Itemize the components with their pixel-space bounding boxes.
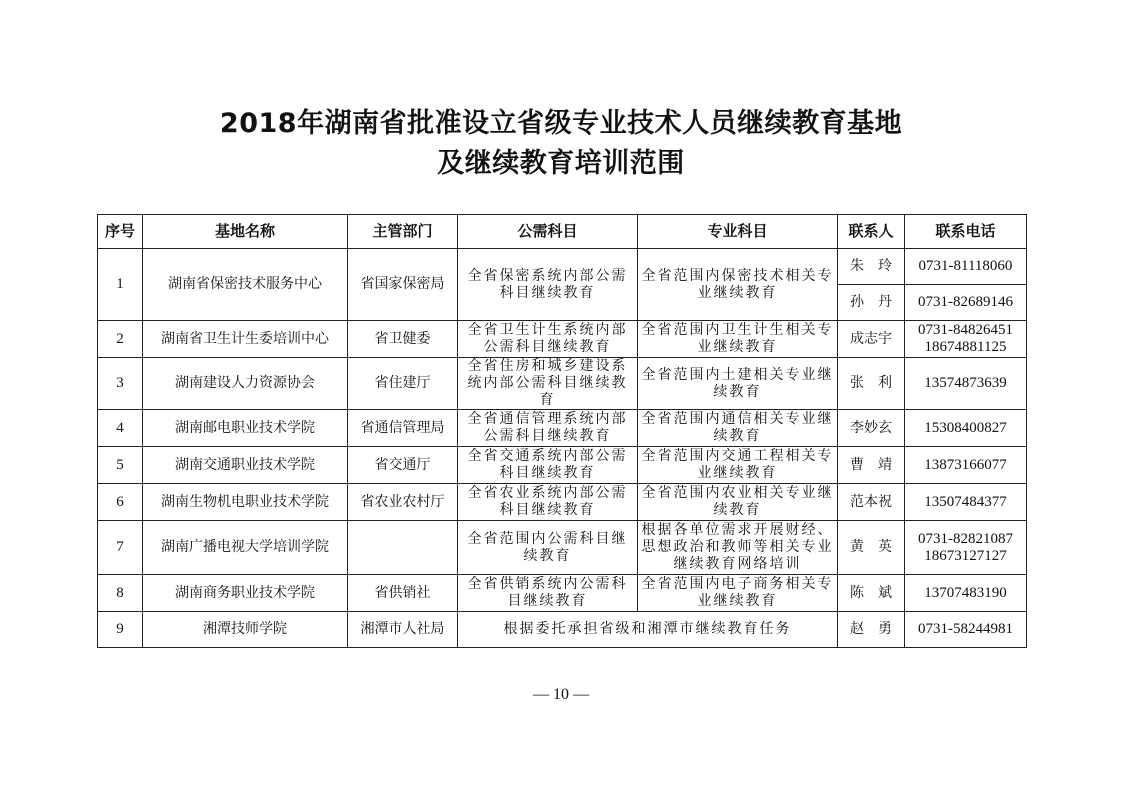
cell-contact: 陈 斌 <box>838 575 905 612</box>
cell-pro: 全省范围内通信相关专业继续教育 <box>638 410 838 447</box>
cell-dept: 省国家保密局 <box>348 249 458 321</box>
cell-dept: 省农业农村厅 <box>348 484 458 521</box>
cell-public: 全省交通系统内部公需科目继续教育 <box>458 447 638 484</box>
cell-phone: 15308400827 <box>905 410 1027 447</box>
table-row <box>98 612 1027 648</box>
cell-public: 全省供销系统内公需科目继续教育 <box>458 575 638 612</box>
cell-phone-line: 0731-84826451 <box>918 322 1013 338</box>
table-row <box>98 358 1027 410</box>
cell-contact: 孙 丹 <box>838 285 905 321</box>
cell-dept <box>348 521 458 575</box>
cell-contact: 张 利 <box>838 358 905 410</box>
cell-phone-line: 18674881125 <box>924 339 1007 355</box>
cell-phone <box>905 321 1027 358</box>
cell-phone-line: 0731-82821087 <box>918 530 1013 547</box>
cell-phone: 0731-58244981 <box>905 612 1027 648</box>
cell-merged-scope: 根据委托承担省级和湘潭市继续教育任务 <box>458 612 838 648</box>
cell-name: 湖南建设人力资源协会 <box>143 358 348 410</box>
header-pro: 专业科目 <box>638 215 838 249</box>
page-number: — 10 — <box>533 686 589 703</box>
cell-contact: 李妙玄 <box>838 410 905 447</box>
cell-no: 3 <box>98 358 143 410</box>
cell-pro: 全省范围内卫生计生相关专业继续教育 <box>638 321 838 358</box>
cell-no: 7 <box>98 521 143 575</box>
header-no: 序号 <box>98 215 143 249</box>
cell-phone: 0731-82689146 <box>905 285 1027 321</box>
cell-pro: 根据各单位需求开展财经、思想政治和教师等相关专业继续教育网络培训 <box>638 521 838 575</box>
cell-dept: 省住建厅 <box>348 358 458 410</box>
table-row <box>98 321 1027 358</box>
cell-phone: 13507484377 <box>905 484 1027 521</box>
cell-no: 6 <box>98 484 143 521</box>
cell-phone <box>905 521 1027 575</box>
table-row <box>98 575 1027 612</box>
cell-name: 湘潭技师学院 <box>143 612 348 648</box>
cell-name: 湖南商务职业技术学院 <box>143 575 348 612</box>
page-title-line2: 及继续教育培训范围 <box>437 148 685 179</box>
cell-public: 全省农业系统内部公需科目继续教育 <box>458 484 638 521</box>
cell-pro: 全省范围内电子商务相关专业继续教育 <box>638 575 838 612</box>
base-table <box>97 214 1027 648</box>
cell-phone: 0731-81118060 <box>905 249 1027 285</box>
cell-name: 湖南邮电职业技术学院 <box>143 410 348 447</box>
cell-no: 5 <box>98 447 143 484</box>
cell-contact: 范本祝 <box>838 484 905 521</box>
cell-name: 湖南交通职业技术学院 <box>143 447 348 484</box>
table-row <box>98 521 1027 575</box>
cell-dept: 省卫健委 <box>348 321 458 358</box>
header-phone: 联系电话 <box>905 215 1027 249</box>
cell-phone: 13574873639 <box>905 358 1027 410</box>
cell-public: 全省范围内公需科目继续教育 <box>458 521 638 575</box>
cell-dept: 省通信管理局 <box>348 410 458 447</box>
cell-public: 全省通信管理系统内部公需科目继续教育 <box>458 410 638 447</box>
header-name: 基地名称 <box>143 215 348 249</box>
cell-public: 全省住房和城乡建设系统内部公需科目继续教育 <box>458 358 638 410</box>
page-title-line1: 2018年湖南省批准设立省级专业技术人员继续教育基地 <box>219 108 903 139</box>
cell-pro: 全省范围内保密技术相关专业继续教育 <box>638 249 838 321</box>
cell-pro: 全省范围内农业相关专业继续教育 <box>638 484 838 521</box>
table-row <box>98 447 1027 484</box>
cell-public: 全省卫生计生系统内部公需科目继续教育 <box>458 321 638 358</box>
cell-contact: 成志宇 <box>838 321 905 358</box>
cell-name: 湖南生物机电职业技术学院 <box>143 484 348 521</box>
cell-public: 全省保密系统内部公需科目继续教育 <box>458 249 638 321</box>
cell-pro: 全省范围内交通工程相关专业继续教育 <box>638 447 838 484</box>
cell-pro: 全省范围内土建相关专业继续教育 <box>638 358 838 410</box>
cell-no: 8 <box>98 575 143 612</box>
cell-phone: 13873166077 <box>905 447 1027 484</box>
cell-name: 湖南广播电视大学培训学院 <box>143 521 348 575</box>
table-header-row <box>98 215 1027 249</box>
table-row <box>98 484 1027 521</box>
table-row <box>98 410 1027 447</box>
cell-contact: 曹 靖 <box>838 447 905 484</box>
table-row <box>98 249 1027 285</box>
cell-name: 湖南省卫生计生委培训中心 <box>143 321 348 358</box>
cell-contact: 朱 玲 <box>838 249 905 285</box>
cell-dept: 湘潭市人社局 <box>348 612 458 648</box>
header-public: 公需科目 <box>458 215 638 249</box>
cell-name: 湖南省保密技术服务中心 <box>143 249 348 321</box>
cell-dept: 省供销社 <box>348 575 458 612</box>
cell-phone-line: 18673127127 <box>924 547 1007 564</box>
cell-contact: 赵 勇 <box>838 612 905 648</box>
cell-no: 4 <box>98 410 143 447</box>
header-dept: 主管部门 <box>348 215 458 249</box>
cell-no: 2 <box>98 321 143 358</box>
header-contact: 联系人 <box>838 215 905 249</box>
cell-no: 9 <box>98 612 143 648</box>
cell-contact: 黄 英 <box>838 521 905 575</box>
cell-phone: 13707483190 <box>905 575 1027 612</box>
cell-dept: 省交通厅 <box>348 447 458 484</box>
cell-no: 1 <box>98 249 143 321</box>
